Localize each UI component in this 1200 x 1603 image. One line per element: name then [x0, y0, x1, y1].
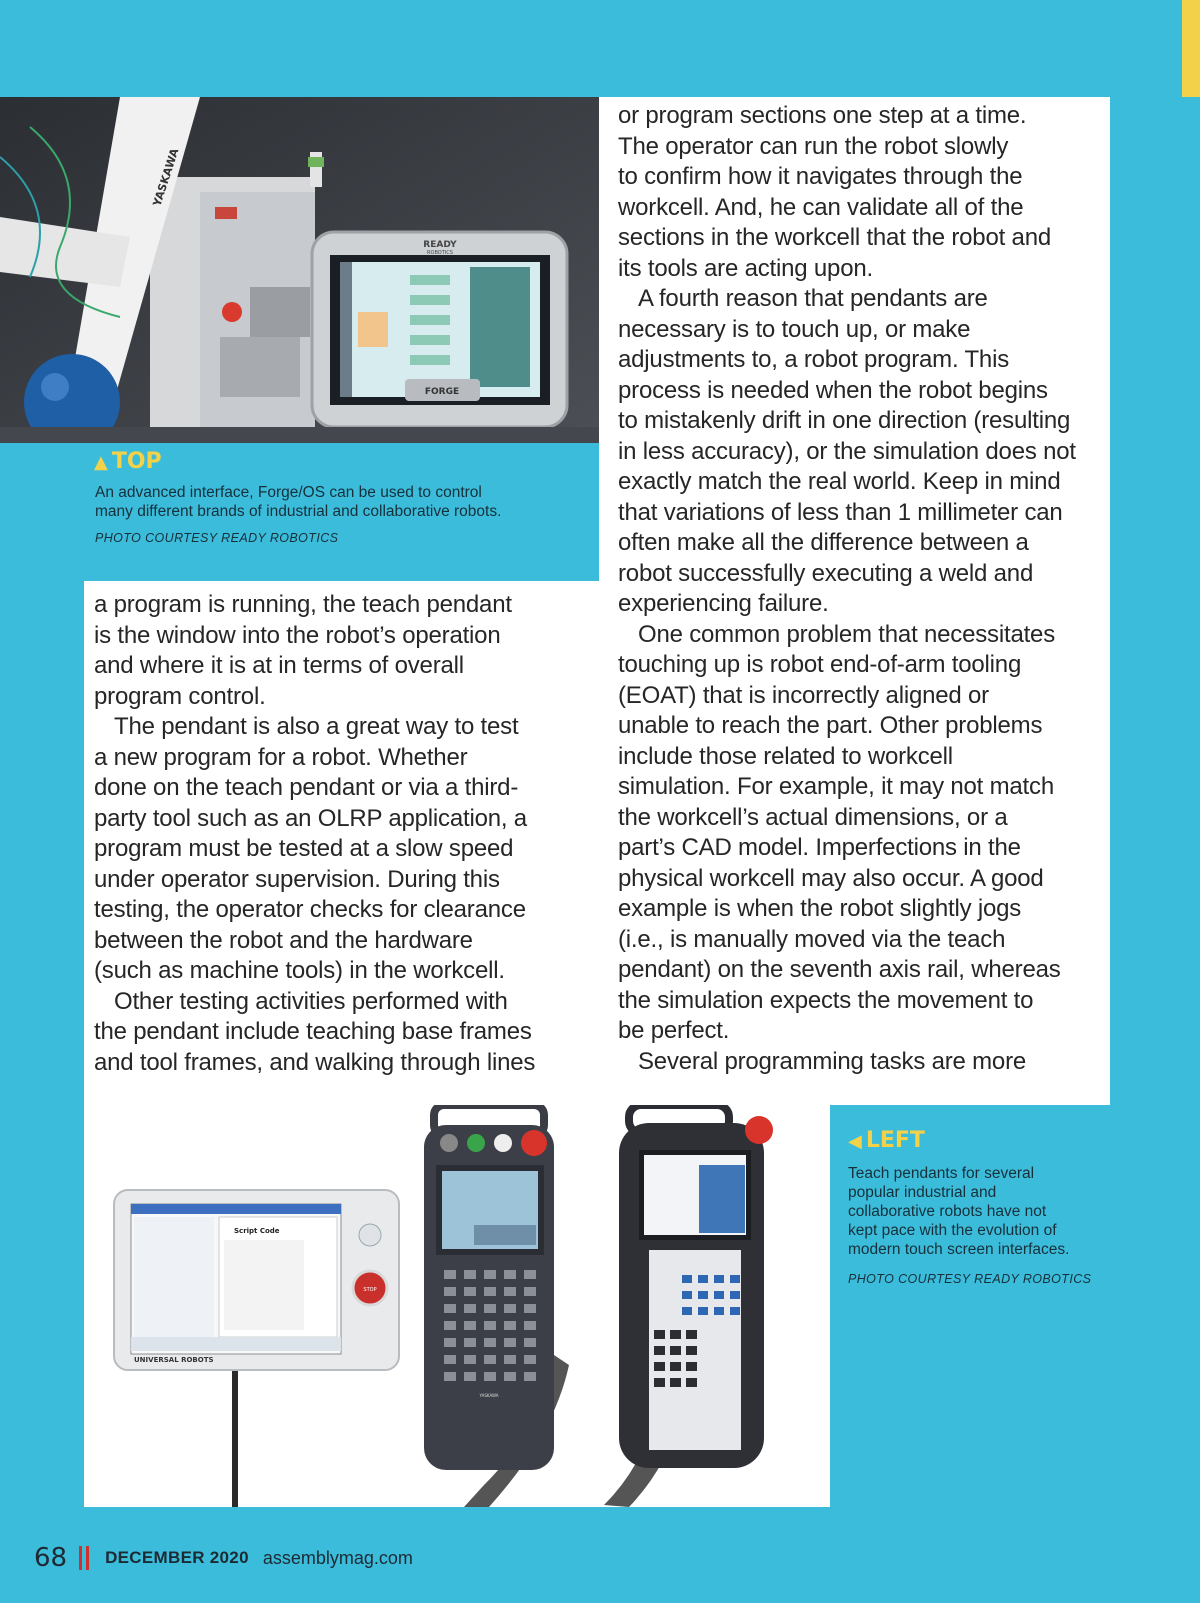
text-line: part’s CAD model. Imperfections in the — [618, 834, 1021, 861]
triangle-left-icon: ◀ — [848, 1131, 862, 1152]
ready-brand-text: READY — [423, 240, 457, 250]
text-line: touching up is robot end-of-arm tooling — [618, 651, 1022, 678]
yellow-edge-tab — [1182, 0, 1200, 97]
text-line: exactly match the real world. Keep in mind — [618, 468, 1061, 495]
teach-pendants-photo — [84, 1105, 830, 1507]
text-line: often make all the difference between a — [618, 529, 1029, 556]
top-caption-title-text: TOP — [111, 449, 162, 474]
text-line: party tool such as an OLRP application, a — [94, 804, 527, 832]
text-line: a program is running, the teach pendant — [94, 591, 512, 618]
paragraph — [94, 987, 594, 1079]
text-line: be perfect. — [618, 1017, 730, 1044]
paragraph — [618, 620, 1108, 1047]
text-line: testing, the operator checks for clearance — [94, 896, 526, 923]
separator-bars — [79, 1546, 89, 1570]
text-line: in less accuracy), or the simulation does not — [618, 437, 1076, 465]
caption-line: popular industrial and — [848, 1184, 997, 1201]
top-caption-text — [95, 483, 501, 521]
caption-line: many different brands of industrial and collaborative robots. — [95, 503, 502, 520]
triangle-up-icon: ▲ — [94, 452, 108, 473]
text-line: example is when the robot slightly jogs — [618, 895, 1022, 922]
text-line: that variations of less than 1 millimeter can — [618, 498, 1063, 526]
caption-line: An advanced interface, Forge/OS can be used to control — [95, 484, 482, 501]
text-line: program control. — [94, 682, 266, 710]
text-line: the pendant include teaching base frames — [94, 1018, 532, 1045]
text-line: under operator supervision. During this — [94, 865, 500, 893]
article-right-column — [618, 101, 1108, 1077]
top-caption-credit: PHOTO COURTESY READY ROBOTICS — [95, 531, 339, 545]
page-number: 68 — [34, 1543, 68, 1573]
issue-date: DECEMBER 2020 — [105, 1548, 249, 1567]
text-line: Other testing activities performed with — [114, 987, 508, 1015]
text-line: and tool frames, and walking through lines — [94, 1048, 536, 1076]
text-line: or program sections one step at a time. — [618, 102, 1027, 129]
bottom-photo — [84, 1105, 830, 1507]
universal-robots-brand-text: UNIVERSAL ROBOTS — [134, 1356, 214, 1364]
paragraph — [618, 1047, 1108, 1078]
text-line: include those related to workcell — [618, 742, 953, 770]
text-line: and where it is at in terms of overall — [94, 652, 464, 679]
text-line: robot successfully executing a weld and — [618, 559, 1034, 587]
text-line: to mistakenly drift in one direction (resulting — [618, 407, 1071, 434]
top-photo — [0, 97, 599, 443]
text-line: its tools are acting upon. — [618, 254, 873, 282]
article-left-column — [94, 590, 594, 1078]
ur-script-title: Script Code — [234, 1227, 280, 1235]
text-line: unable to reach the part. Other problems — [618, 712, 1043, 739]
bottom-caption-credit: PHOTO COURTESY READY ROBOTICS — [848, 1272, 1092, 1286]
text-line: workcell. And, he can validate all of the — [618, 193, 1024, 221]
caption-line: collaborative robots have not — [848, 1203, 1047, 1220]
top-caption-title — [94, 449, 162, 474]
paragraph — [618, 284, 1108, 620]
caption-line: modern touch screen interfaces. — [848, 1241, 1070, 1258]
text-line: program must be tested at a slow speed — [94, 835, 514, 862]
top-caption — [0, 443, 599, 581]
text-line: the workcell’s actual dimensions, or a — [618, 803, 1008, 831]
text-line: between the robot and the hardware — [94, 926, 473, 954]
text-line: adjustments to, a robot program. This — [618, 346, 1010, 373]
caption-line: kept pace with the evolution of — [848, 1222, 1057, 1239]
forge-stand-text: FORGE — [424, 387, 460, 397]
page-footer — [34, 1540, 413, 1576]
text-line: is the window into the robot’s operation — [94, 621, 501, 649]
text-line: (i.e., is manually moved via the teach — [618, 925, 1006, 953]
paragraph — [94, 712, 594, 987]
text-line: One common problem that necessitates — [638, 620, 1056, 648]
text-line: necessary is to touch up, or make — [618, 315, 971, 343]
text-line: A fourth reason that pendants are — [638, 285, 988, 312]
text-line: done on the teach pendant or via a third- — [94, 774, 519, 801]
text-line: simulation. For example, it may not match — [618, 773, 1054, 800]
text-line: Several programming tasks are more — [638, 1047, 1027, 1075]
yaskawa-pendant-text: YASKAWA — [479, 1393, 499, 1398]
bottom-caption-text — [848, 1164, 1069, 1259]
bottom-caption-title — [848, 1128, 925, 1153]
text-line: pendant) on the seventh axis rail, whereas — [618, 956, 1061, 983]
caption-line: Teach pendants for several — [848, 1165, 1035, 1182]
forge-os-photo — [0, 97, 599, 443]
bottom-caption-title-text: LEFT — [865, 1128, 925, 1153]
text-line: to confirm how it navigates through the — [618, 163, 1023, 190]
paragraph — [94, 590, 594, 712]
text-line: The operator can run the robot slowly — [618, 132, 1009, 160]
text-line: a new program for a robot. Whether — [94, 743, 468, 771]
robotics-brand-text: ROBOTICS — [427, 250, 453, 256]
text-line: experiencing failure. — [618, 590, 829, 617]
text-line: The pendant is also a great way to test — [114, 713, 519, 740]
text-line: (EOAT) that is incorrectly aligned or — [618, 681, 989, 709]
site-link[interactable]: assemblymag.com — [262, 1547, 413, 1568]
text-line: the simulation expects the movement to — [618, 986, 1034, 1014]
paragraph — [618, 101, 1108, 284]
ur-stop-text: STOP — [363, 1287, 377, 1293]
text-line: process is needed when the robot begins — [618, 376, 1048, 404]
yaskawa-arm-text: YASKAWA — [150, 146, 182, 208]
text-line: physical workcell may also occur. A good — [618, 864, 1044, 892]
text-line: sections in the workcell that the robot and — [618, 224, 1051, 251]
text-line: (such as machine tools) in the workcell. — [94, 957, 505, 984]
